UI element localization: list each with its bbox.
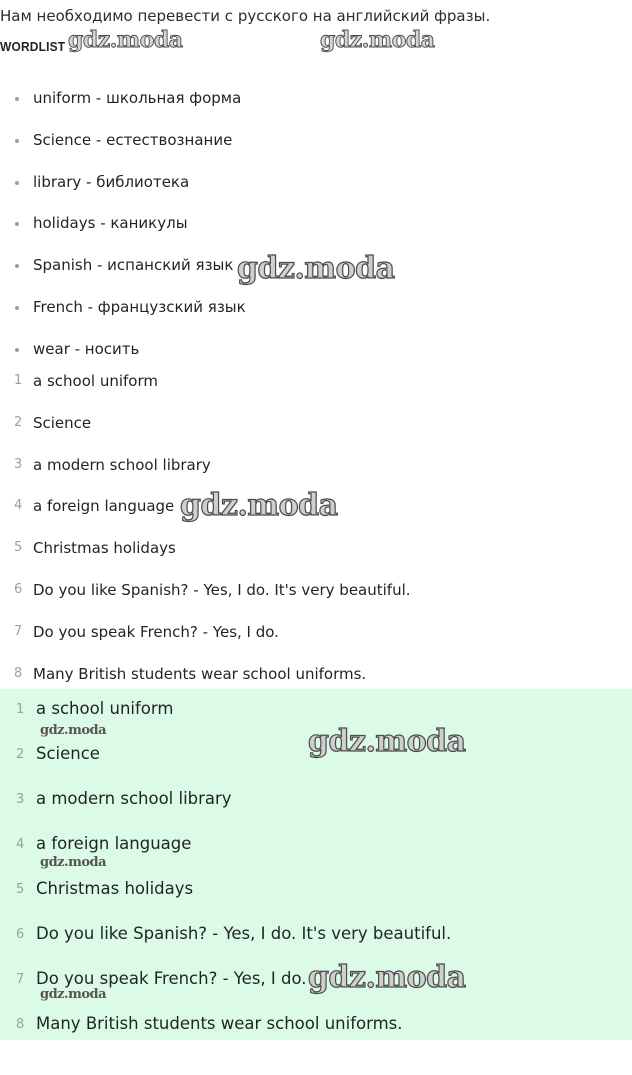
wordlist-item — [0, 128, 246, 170]
task-number: 3 — [14, 456, 23, 472]
task-text: Science — [33, 413, 92, 432]
answer-text: Do you like Spanish? - Yes, I do. It's very beautiful. — [36, 924, 452, 943]
watermark: gdz.moda — [40, 855, 107, 870]
bullet-icon — [15, 139, 19, 143]
watermark: gdz.moda — [237, 251, 395, 286]
answer-number: 5 — [16, 882, 25, 897]
task-item — [0, 494, 411, 536]
task-list — [0, 369, 411, 703]
intro-text: Нам необходимо перевести с русского на английский фразы. — [0, 7, 491, 25]
answer-box — [0, 689, 632, 1040]
wordlist-item-text: holidays - каникулы — [33, 214, 188, 233]
wordlist-item — [0, 253, 246, 295]
bullet-icon — [15, 348, 19, 352]
answer-number: 2 — [16, 747, 25, 762]
wordlist-item-text: library - библиотека — [33, 172, 190, 191]
wordlist-item-text: Spanish - испанский язык — [33, 256, 234, 275]
answer-text: Science — [36, 744, 100, 763]
task-text: a school uniform — [33, 372, 158, 390]
answer-item — [0, 967, 451, 1012]
answer-item — [0, 697, 451, 742]
answer-text: Many British students wear school uniforms. — [36, 1014, 403, 1033]
bullet-icon — [15, 306, 19, 310]
watermark: gdz.moda — [320, 27, 435, 53]
task-item — [0, 620, 411, 662]
task-item — [0, 536, 411, 578]
answer-number: 7 — [16, 972, 25, 987]
task-text: Do you like Spanish? - Yes, I do. It's very beautiful. — [33, 580, 411, 599]
task-item — [0, 453, 411, 495]
bullet-icon — [15, 97, 19, 101]
task-text: Many British students wear school uniforms. — [33, 664, 367, 683]
task-item — [0, 411, 411, 453]
answer-number: 4 — [16, 837, 25, 852]
answer-item — [0, 787, 451, 832]
wordlist — [0, 86, 246, 379]
watermark: gdz.moda — [308, 724, 466, 759]
bullet-icon — [15, 222, 19, 226]
task-number: 7 — [14, 623, 23, 639]
wordlist-item-text: French - французский язык — [33, 297, 246, 316]
wordlist-item-text: wear - носить — [33, 339, 140, 358]
task-number: 8 — [14, 665, 23, 681]
watermark: gdz.moda — [180, 488, 338, 523]
watermark: gdz.moda — [68, 27, 183, 53]
watermark: gdz.moda — [40, 987, 107, 1002]
answer-text: a modern school library — [36, 789, 232, 808]
task-text: a modern school library — [33, 455, 211, 474]
answer-number: 6 — [16, 927, 25, 942]
bullet-icon — [15, 264, 19, 268]
answer-text: Do you speak French? - Yes, I do. — [36, 969, 307, 988]
bullet-icon — [15, 181, 19, 185]
task-text: a foreign language — [33, 497, 175, 516]
wordlist-item — [0, 211, 246, 253]
wordlist-item — [0, 86, 246, 128]
answer-number: 1 — [16, 702, 25, 717]
wordlist-title: WORDLIST — [0, 39, 66, 54]
watermark: gdz.moda — [308, 960, 466, 995]
task-number: 6 — [14, 581, 23, 597]
answer-list — [0, 697, 451, 1057]
task-number: 2 — [14, 414, 23, 430]
task-number: 4 — [14, 498, 23, 514]
wordlist-item-text: uniform - школьная форма — [33, 89, 242, 107]
task-number: 5 — [14, 540, 23, 556]
answer-number: 8 — [16, 1017, 25, 1032]
answer-item — [0, 922, 451, 967]
answer-item — [0, 1012, 451, 1057]
answer-text: Christmas holidays — [36, 879, 194, 898]
answer-number: 3 — [16, 792, 25, 807]
wordlist-item-text: Science - естествознание — [33, 130, 233, 149]
watermark: gdz.moda — [40, 723, 107, 738]
task-text: Do you speak French? - Yes, I do. — [33, 622, 279, 641]
wordlist-item — [0, 170, 246, 212]
answer-item — [0, 877, 451, 922]
wordlist-item — [0, 295, 246, 337]
task-number: 1 — [14, 373, 23, 388]
task-item — [0, 369, 411, 411]
task-text: Christmas holidays — [33, 539, 176, 558]
answer-text: a foreign language — [36, 834, 192, 853]
answer-item — [0, 742, 451, 787]
answer-item — [0, 832, 451, 877]
task-item — [0, 578, 411, 620]
answer-text: a school uniform — [36, 699, 174, 718]
